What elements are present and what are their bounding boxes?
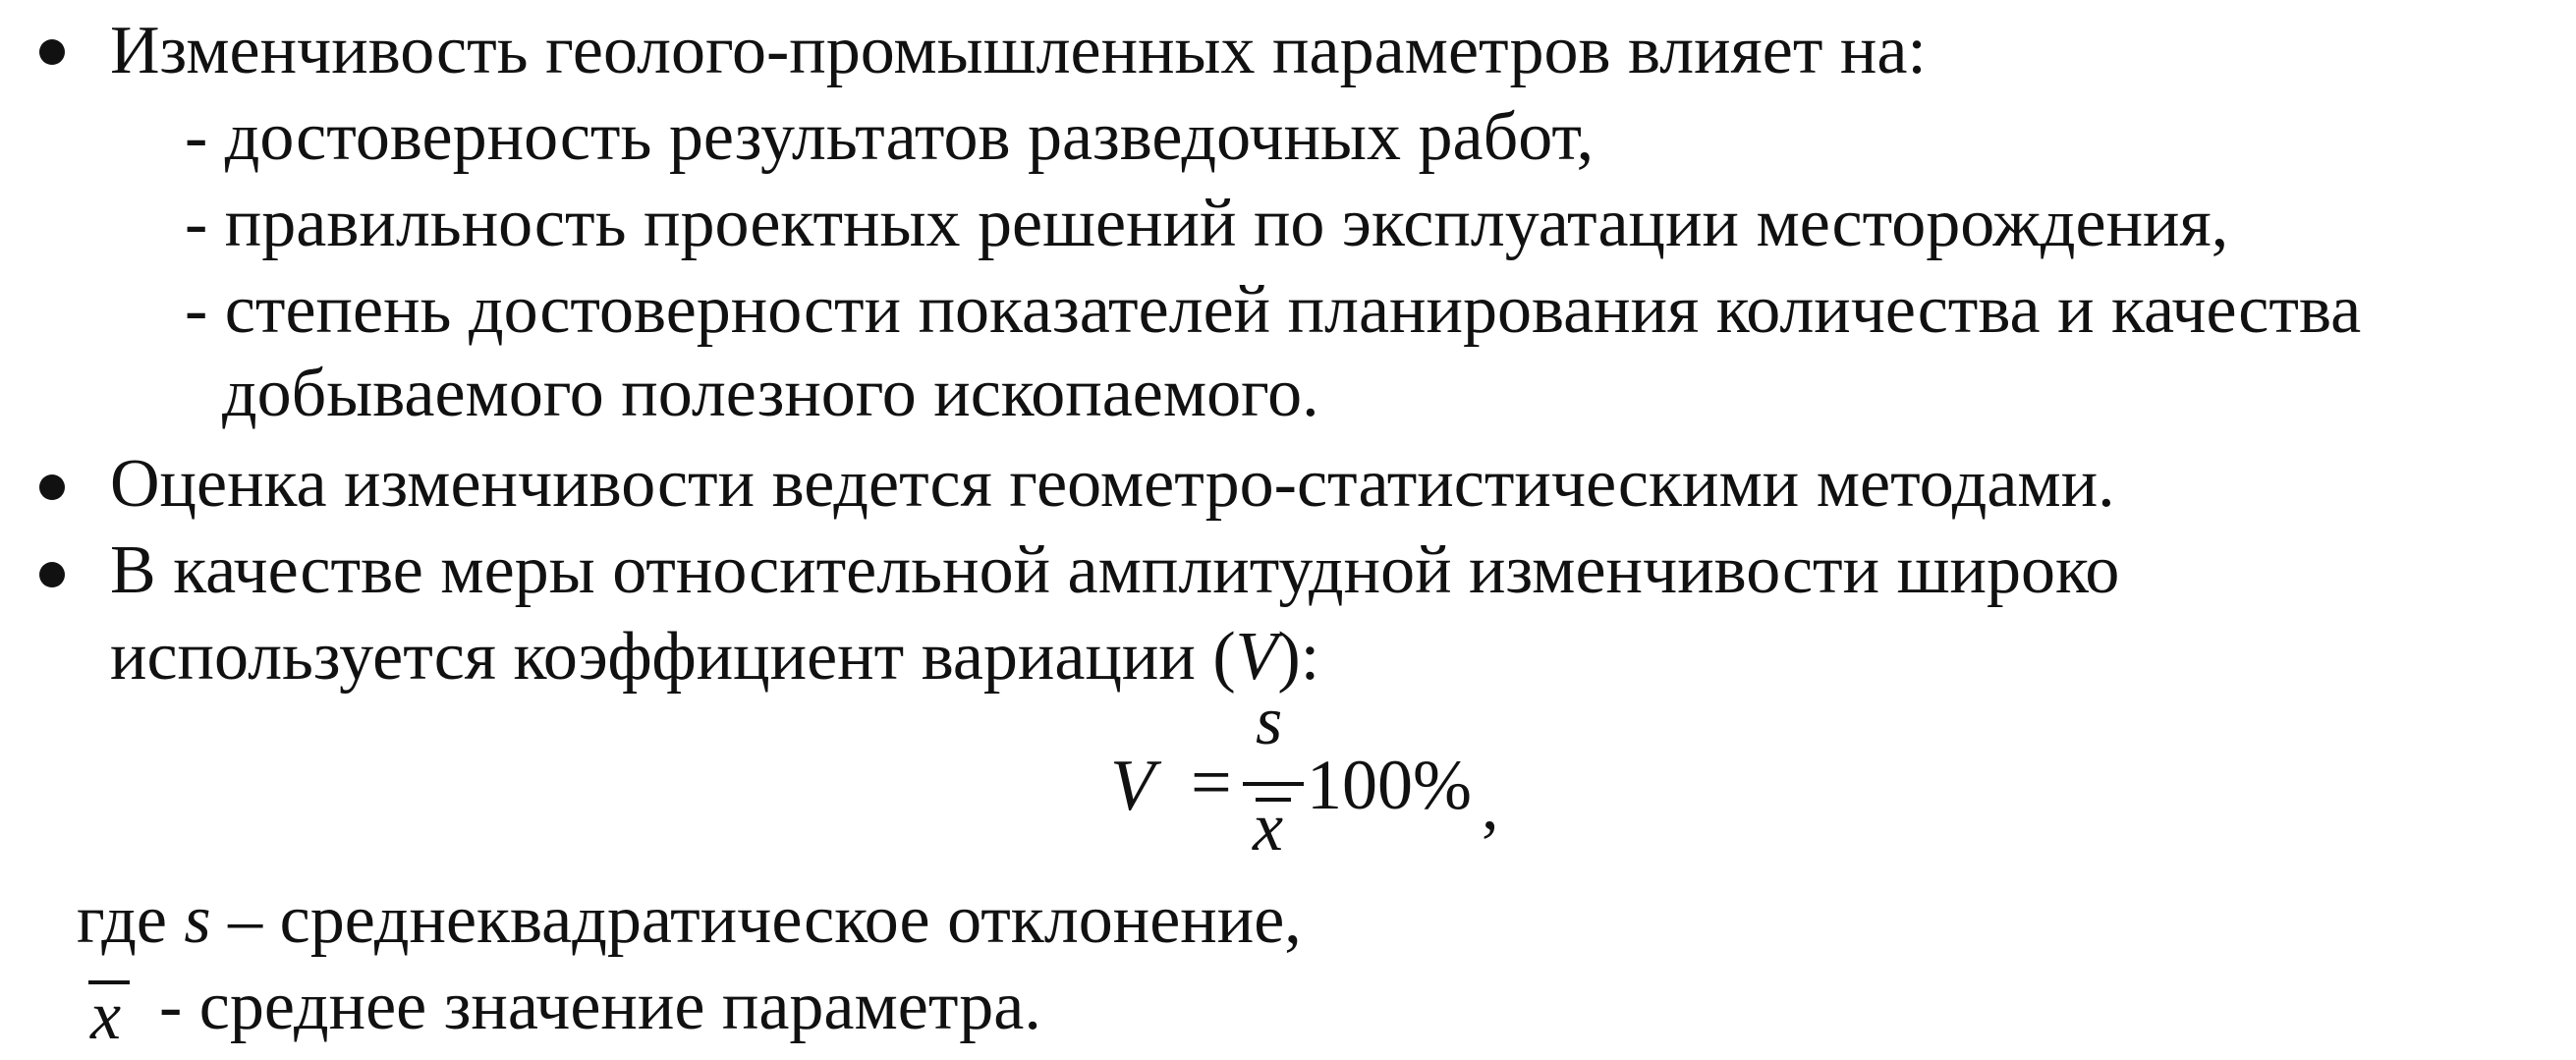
fraction-bar: [1243, 782, 1304, 786]
definition-s: где s – среднеквадратическое отклонение,: [77, 882, 1302, 958]
formula-trailing: ,: [1482, 768, 1499, 844]
sub-item-continuation: добываемого полезного ископаемого.: [222, 356, 1319, 431]
bullet-text: Изменчивость геолого-промышленных параметров влияет на:: [110, 13, 1927, 88]
bullet-text-continuation: используется коэффициент вариации (V):: [110, 619, 1320, 695]
bullet-marker: [39, 39, 65, 65]
variation-coefficient-formula: [1110, 684, 1523, 874]
formula-equals: =: [1191, 743, 1232, 823]
sub-item: - степень достоверности показателей планирования количества и качества: [185, 272, 2362, 348]
bullet-text: Оценка изменчивости ведется геометро-статистическими методами.: [110, 446, 2115, 522]
mean-symbol: [88, 973, 138, 1054]
formula-numerator: s: [1256, 684, 1283, 759]
definition-x: - среднее значение параметра.: [159, 969, 1041, 1044]
bullet-marker: [39, 562, 65, 587]
formula-denominator: x: [1253, 790, 1284, 865]
formula-lhs: V: [1110, 746, 1155, 826]
sub-item: - достоверность результатов разведочных работ,: [185, 99, 1595, 175]
variable-s: s: [184, 882, 211, 958]
formula-factor: 100%: [1307, 746, 1472, 824]
bullet-text: В качестве меры относительной амплитудной изменчивости широко: [110, 532, 2120, 608]
bullet-marker: [39, 474, 65, 500]
variable-v: V: [1235, 619, 1278, 695]
sub-item: - правильность проектных решений по эксплуатации месторождения,: [185, 186, 2229, 261]
variable-x: x: [90, 978, 122, 1054]
